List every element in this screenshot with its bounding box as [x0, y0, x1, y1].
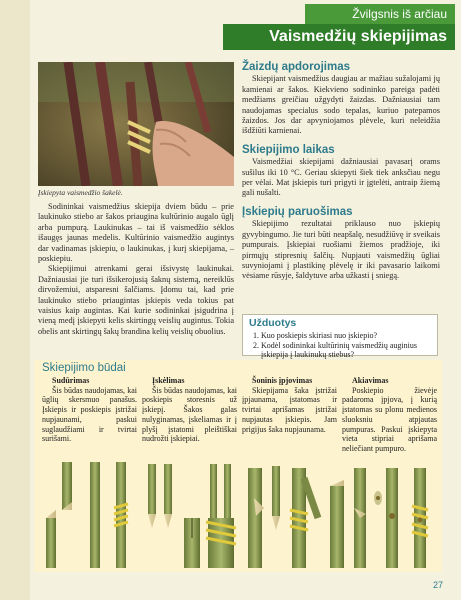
- method-title: Šoninis įpjovimas: [252, 376, 313, 385]
- methods-heading: Skiepijimo būdai: [42, 362, 126, 374]
- section-heading: Skiepijimo laikas: [242, 143, 335, 156]
- grafting-photo: [38, 62, 234, 186]
- method-card: [342, 376, 437, 454]
- page-title: Vaismedžių skiepijimas: [223, 24, 455, 50]
- method-title: Akiavimas: [352, 376, 389, 385]
- side-graft-illustration: [248, 466, 344, 568]
- grafting-illustrations: [34, 458, 442, 570]
- info-sections: [242, 62, 440, 282]
- method-text: Poskiepio žievėje padaroma įpjova, į kurią įstatomas su plonu medienos sluoksniu atpjautas pumpuras. Paskui įskiepyta vieta stipriai aprišama neliečiant pumpuro.: [342, 385, 437, 453]
- cleft-illustration: [148, 464, 236, 568]
- method-card: [42, 376, 137, 444]
- section-text: Skiepijimo rezultatai priklauso nuo įskiepių gyvybingumo. Jie turi būti neapšalę, nesudžiūvę ir sveikais pumpurais. Įskiepiai ruošiami žiemos pradžioje, iki pirmųjų stipresnių šalčių. Nupjauti vaismedžių ūgliai suvyniojami į plastikinę plėvelę ir iki pavasario laikomi vėsiame rūsyje, šaldytuve arba užkasti į sniegą.: [242, 219, 440, 281]
- intro-paragraph: Sodininkai vaismedžius skiepija dviem būdu – prie laukinuko stiebo ar šakos priaugina kultūrinio augalo ūglį arba pumpurą. Laukinukas – tai iš vaismedžio sėklos išaugęs jaunas medelis. Kultūrinio vaismedžio augintys dar vadinamas įskiepiu, o laukinukas, į kurį skiepijama, – poskiepiu.: [38, 202, 234, 264]
- grafting-methods-panel: [34, 360, 442, 572]
- method-card: [242, 376, 337, 434]
- task-box: [242, 314, 438, 360]
- method-text: Šis būdas naudojamas, kai ūglių skersmuo panašus. Įskiepis ir poskiepis įstrižai nupjaunami, paskui suglaudžiami ir tvirtai surišami.: [42, 385, 137, 444]
- intro-paragraph: Skiepijimui atrenkami gerai išsivystę laukinukai. Dažniausiai jie turi išsikerojusią šaknų sistemą, nereiklūs dirvožemiui, atsparesni šalčiams. Įdomu tai, kad prie laukinuko stiebo priaugintas įskiepis veda tokius pat vaisius kaip augintas. Kai kurie sodininkai įsigudrina į vieną medį įskiepyti kelis skirtingų veislių augintus. Tokia obelis ant skirtingų šakų brandina kelių veislių obuolius.: [38, 264, 234, 336]
- intro-text: [38, 202, 234, 337]
- section-text: Skiepijant vaismedžius daugiau ar mažiau sužalojami jų kamienai ar šakos. Kiekvieno sodininko pareiga padėti medžiams greičiau užgydyti žaizdas. Dažniausiai tam naudojamas specialus sodo tepalas, kuriuo patepamos žaizdos. Jos dar apvyniojamos plėvele, kuri neleidžia išdžiūti karnienai.: [242, 74, 440, 136]
- method-title: Įskėlimas: [152, 376, 185, 385]
- splice-illustration: [46, 462, 128, 568]
- method-card: [142, 376, 237, 444]
- method-title: Sudūrimas: [52, 376, 90, 385]
- task-heading: Užduotys: [249, 317, 297, 329]
- section-text: Vaismedžiai skiepijami dažniausiai pavasarį orams sušilus iki 10 °C. Geriau skiepyti šiek tiek anksčiau negu per vėlai. Mat įskiepis turi prigyti ir įgtelėti, antraip žiemą gali nušalti.: [242, 157, 440, 198]
- budding-illustration: [354, 468, 428, 568]
- task-item: 2. Kodėl sodininkai kultūrinių vaismedžių auginius įskiepija į laukinukų stiebus?: [261, 341, 431, 360]
- header-kicker: Žvilgsnis iš arčiau: [305, 4, 455, 24]
- method-text: Šis būdas naudojamas, kai poskiepis storesnis už įskiepį. Šakos galas nulyginamas, įskeliamas ir į plyšį įstatomi pleištiškai nudrožti įskiepiai.: [142, 385, 237, 444]
- method-text: Skiepijama šaka įstrižai įpjaunama, įstatomas ir tvirtai aprišamas įstrižai nupjautas įskiepis. Jam prigijus šaka nupjaunama.: [242, 385, 337, 434]
- task-item: 1. Kuo poskiepis skiriasi nuo įskiepio?: [261, 331, 431, 341]
- task-list: [249, 331, 431, 360]
- page-number: 27: [432, 580, 443, 590]
- section-heading: Įskiepių paruošimas: [242, 205, 353, 218]
- section-heading: Žaizdų apdorojimas: [242, 61, 350, 73]
- page-margin-band: [0, 0, 30, 600]
- photo-caption: Įskiepyta vaismedžio šakelė.: [38, 188, 123, 197]
